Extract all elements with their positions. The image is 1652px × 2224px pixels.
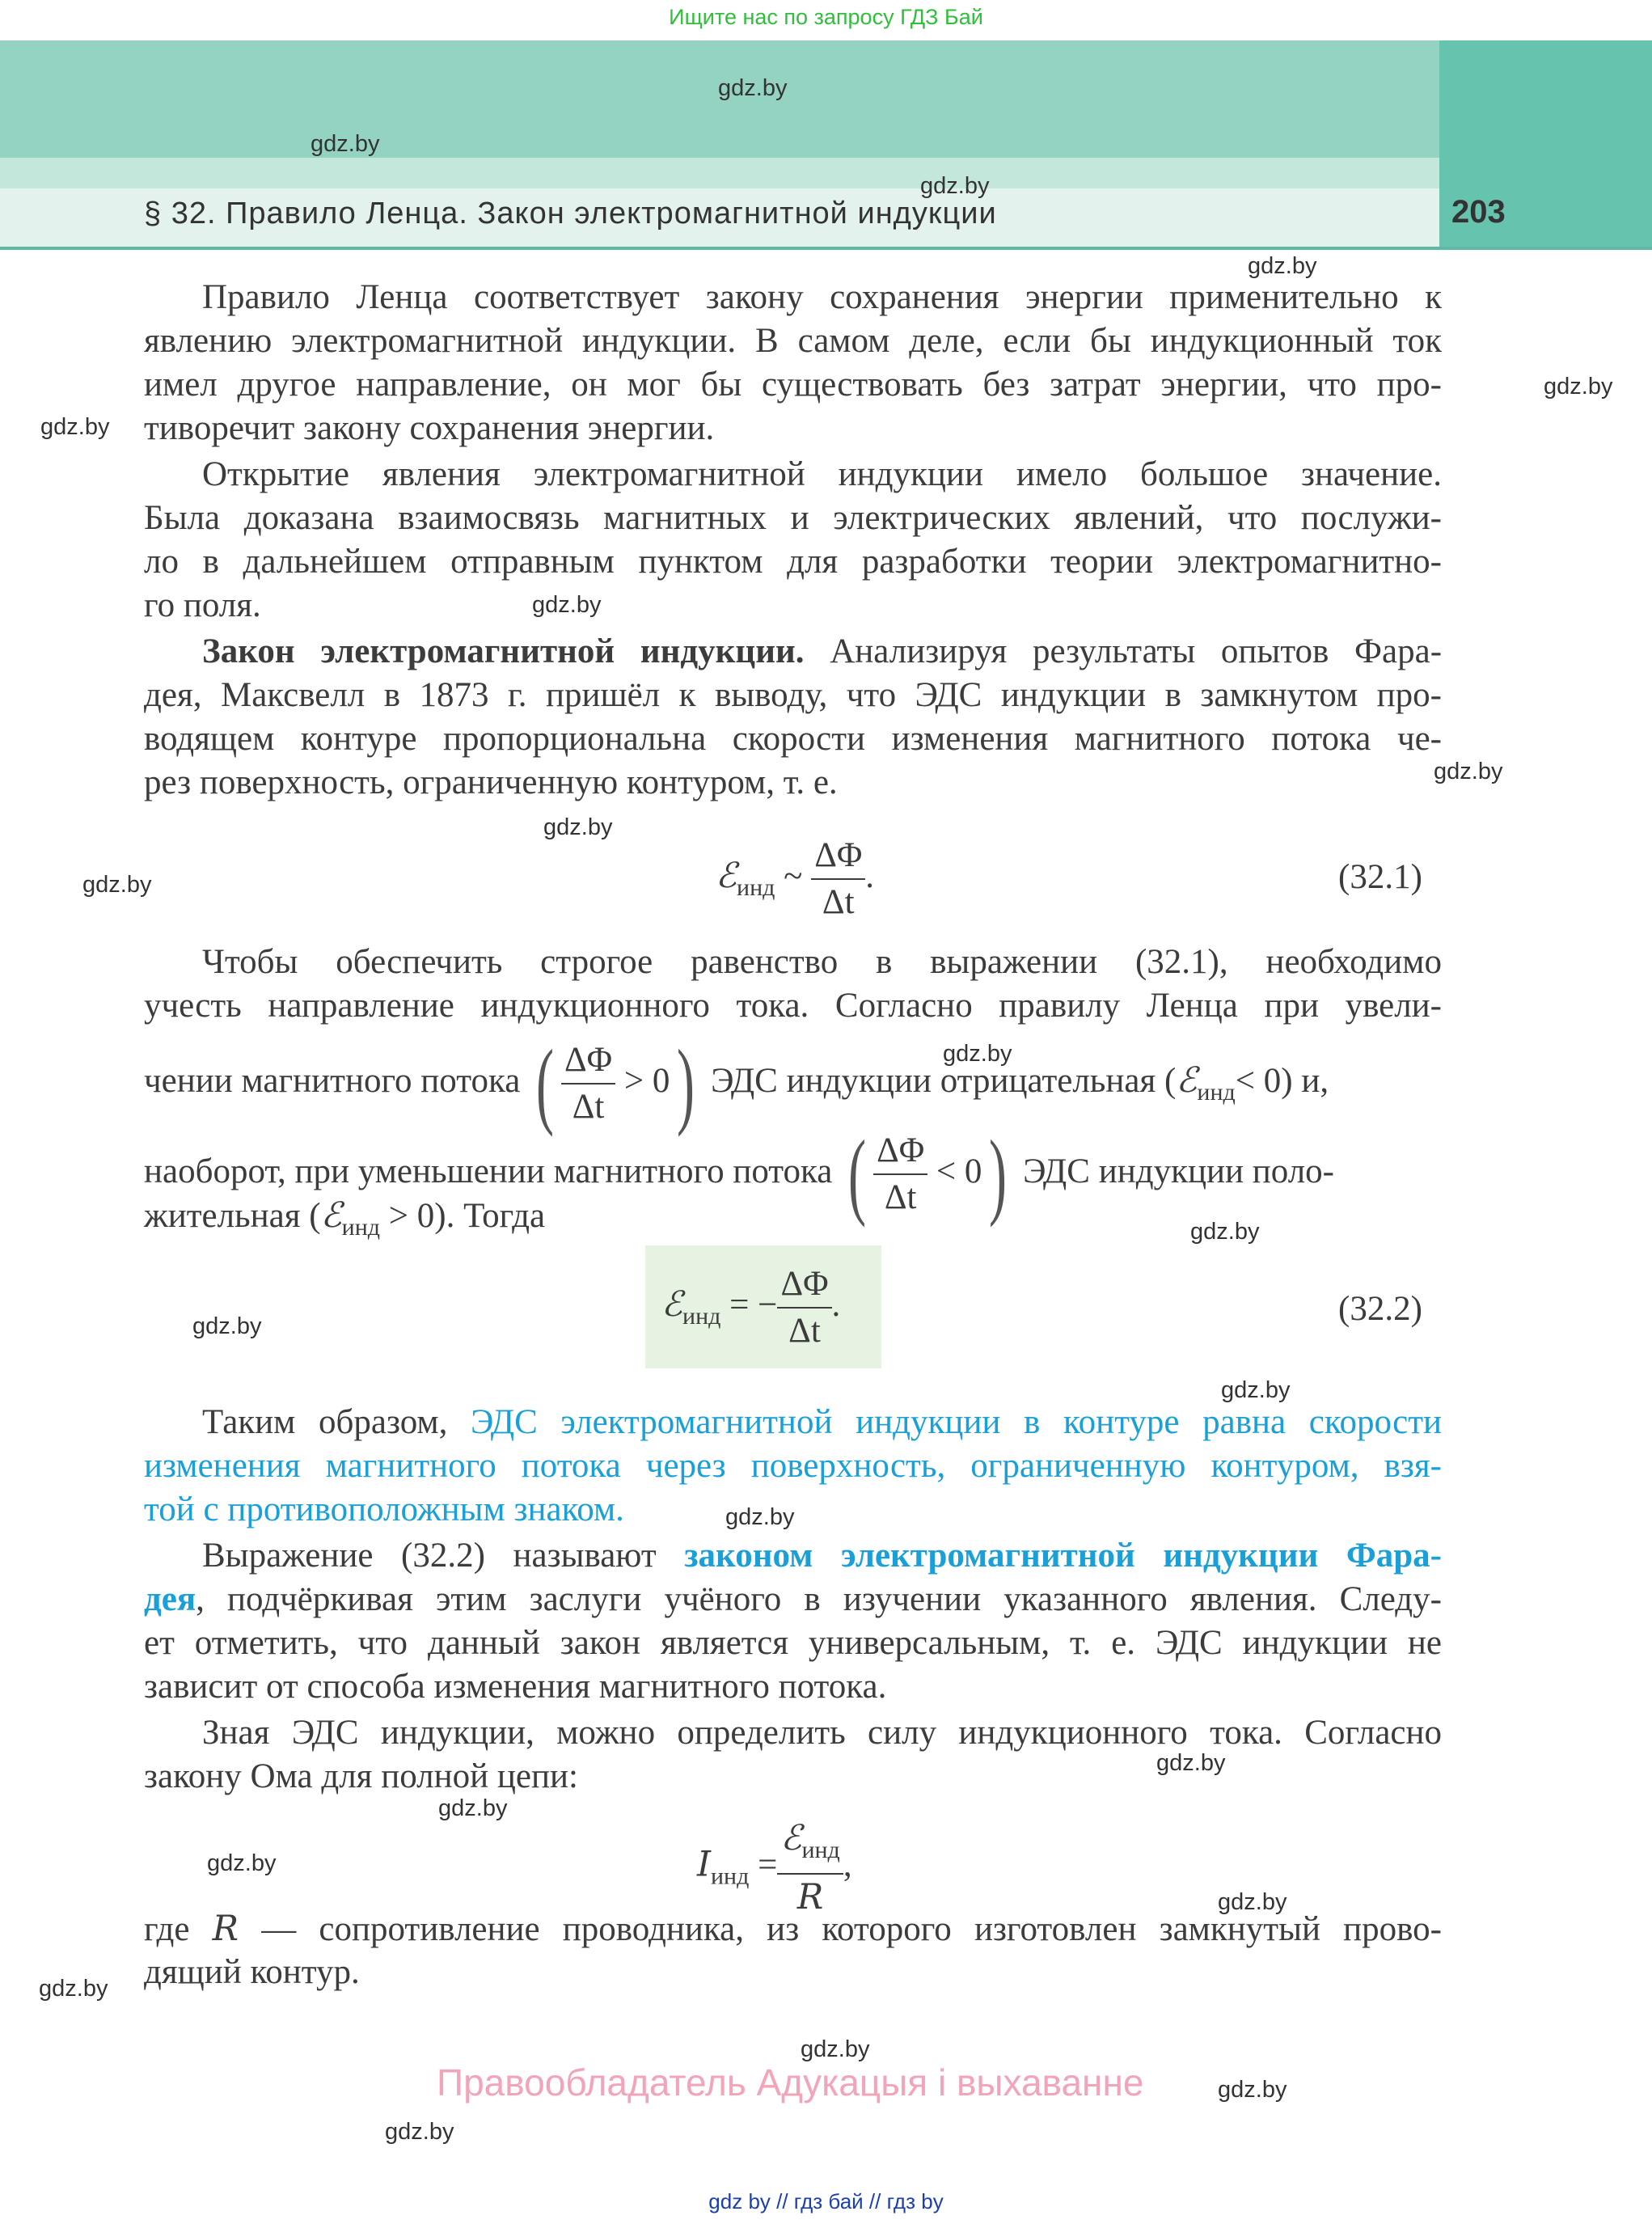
- fraction: [811, 833, 865, 925]
- watermark: gdz.by: [438, 1795, 508, 1821]
- text-fragment: Анализируя результаты опытов Фара-: [830, 632, 1443, 670]
- variable: R: [212, 1909, 239, 1949]
- denominator: Δt: [788, 1312, 821, 1350]
- copyright-notice: Правообладатель Адукацыя і выхаванне: [437, 2061, 1144, 2103]
- punctuation: .: [865, 856, 875, 895]
- text-line: [144, 1578, 1442, 1621]
- text-line: Чтобы обеспечить строгое равенство в выражении (32.1), необходимо: [202, 943, 1442, 981]
- numerator: [777, 1816, 843, 1875]
- watermark: gdz.by: [801, 2036, 870, 2062]
- fraction: [777, 1816, 843, 1920]
- formula-32-2: [661, 1262, 840, 1354]
- emf-symbol: ℰ: [661, 1283, 683, 1325]
- text-line: явлению электромагнитной индукции. В самом деле, если бы индукционный ток: [144, 322, 1442, 360]
- current-symbol: I: [697, 1844, 711, 1885]
- operator: = −: [729, 1285, 778, 1324]
- section-title: § 32. Правило Ленца. Закон электромагнитной индукции: [144, 197, 997, 230]
- watermark: gdz.by: [920, 173, 990, 199]
- text-line: Открытие явления электромагнитной индукции имело большое значение.: [202, 455, 1442, 493]
- equation-number: (32.2): [1338, 1290, 1422, 1328]
- paren-close: ): [677, 1030, 695, 1137]
- text-line: [144, 1195, 545, 1241]
- text-line: Была доказана взаимосвязь магнитных и электрических явлений, что послужи-: [144, 499, 1442, 537]
- paren-open: (: [536, 1030, 555, 1137]
- denominator: Δt: [884, 1178, 917, 1216]
- formula-32-1: [716, 833, 874, 925]
- text-fragment: ЭДС индукции поло-: [1023, 1152, 1334, 1190]
- text-line: зависит от способа изменения магнитного потока.: [144, 1668, 887, 1706]
- text-line: [202, 630, 1442, 674]
- text-fragment: > 0). Тогда: [388, 1197, 546, 1235]
- numerator: ΔΦ: [561, 1038, 615, 1085]
- operator: ~: [784, 856, 803, 895]
- text-line: водящем контуре пропорциональна скорости изменения магнитного потока че-: [144, 720, 1442, 758]
- watermark: gdz.by: [943, 1041, 1012, 1067]
- text-fragment: где: [144, 1910, 190, 1948]
- emf-symbol: ℰ: [780, 1818, 802, 1858]
- header-band: [0, 158, 1439, 188]
- text-line: учесть направление индукционного тока. Согласно правилу Ленца при увели-: [144, 987, 1442, 1025]
- condition: > 0: [623, 1061, 670, 1100]
- fraction: [561, 1038, 615, 1130]
- punctuation: ,: [843, 1846, 852, 1884]
- text-line: [144, 1030, 1442, 1137]
- paren-close: ): [989, 1120, 1008, 1228]
- text-line: закону Ома для полной цепи:: [144, 1757, 578, 1795]
- subscript: инд: [341, 1214, 381, 1241]
- page-number: 203: [1451, 194, 1506, 230]
- subscript: инд: [1197, 1078, 1236, 1106]
- text-fragment: жительная (: [144, 1197, 321, 1235]
- text-line: [202, 1534, 1442, 1578]
- watermark: gdz.by: [1221, 1377, 1291, 1403]
- text-fragment: чении магнитного потока: [144, 1061, 521, 1100]
- text-fragment: Таким образом,: [202, 1403, 448, 1441]
- fraction: [777, 1262, 831, 1354]
- watermark: gdz.by: [532, 592, 602, 618]
- condition: < 0: [936, 1152, 982, 1190]
- text-line: ет отметить, что данный закон является универсальным, т. е. ЭДС индукции не: [144, 1624, 1442, 1662]
- search-hint: Ищите нас по запросу ГДЗ Бай: [669, 5, 983, 29]
- watermark: gdz.by: [207, 1850, 277, 1876]
- text-line: ло в дальнейшем отправным пунктом для разработки теории электромагнитно-: [144, 543, 1442, 581]
- watermark: gdz.by: [1156, 1750, 1226, 1776]
- subscript: инд: [737, 873, 775, 901]
- watermark: gdz.by: [385, 2119, 454, 2145]
- text-line: [202, 1401, 1442, 1444]
- watermark: gdz.by: [1218, 2077, 1287, 2103]
- denominator: R: [796, 1877, 824, 1917]
- watermark: gdz.by: [39, 1976, 108, 2002]
- text-fragment: — сопротивление проводника, из которого изготовлен замкнутый прово-: [261, 1910, 1442, 1948]
- watermark: gdz.by: [1544, 374, 1613, 400]
- emf-symbol: ℰ: [320, 1195, 342, 1236]
- paren-open: (: [848, 1120, 867, 1228]
- watermark: gdz.by: [543, 814, 613, 840]
- text-fragment: наоборот, при уменьшении магнитного потока: [144, 1152, 833, 1190]
- punctuation: .: [831, 1285, 841, 1324]
- text-line: дея, Максвелл в 1873 г. пришёл к выводу, что ЭДС индукции в замкнутом про-: [144, 676, 1442, 714]
- subscript: инд: [801, 1837, 840, 1863]
- text-line: рез поверхность, ограниченную контуром, т. е.: [144, 763, 838, 801]
- footer-links[interactable]: gdz by // гдз бай // гдз by: [708, 2189, 944, 2213]
- definition-text: той с противоположным знаком.: [144, 1490, 624, 1528]
- law-term: дея: [144, 1580, 196, 1618]
- subscript: инд: [711, 1862, 750, 1890]
- numerator: ΔΦ: [777, 1262, 831, 1309]
- text-fragment: Выражение (32.2) называют: [202, 1537, 657, 1575]
- text-line: Правило Ленца соответствует закону сохранения энергии применительно к: [202, 278, 1442, 316]
- watermark: gdz.by: [311, 131, 380, 157]
- watermark: gdz.by: [192, 1313, 262, 1339]
- text-line: тиворечит закону сохранения энергии.: [144, 409, 715, 447]
- emf-symbol: ℰ: [716, 855, 737, 896]
- text-line: дящий контур.: [144, 1953, 360, 1991]
- text-fragment: < 0) и,: [1235, 1061, 1329, 1100]
- watermark: gdz.by: [40, 414, 110, 440]
- law-term: законом электромагнитной индукции Фара-: [684, 1537, 1442, 1575]
- subscript: инд: [682, 1302, 721, 1330]
- text-fragment: ЭДС индукции отрицательная (: [711, 1061, 1177, 1100]
- text-line: го поля.: [144, 586, 261, 624]
- equation-number: (32.1): [1338, 858, 1422, 896]
- numerator: ΔΦ: [811, 833, 865, 880]
- denominator: Δt: [572, 1088, 605, 1126]
- formula-ohm: [697, 1816, 852, 1920]
- watermark: gdz.by: [82, 872, 152, 898]
- text-line: Зная ЭДС индукции, можно определить силу индукционного тока. Согласно: [202, 1714, 1442, 1752]
- operator: =: [758, 1846, 778, 1884]
- watermark: gdz.by: [1218, 1889, 1287, 1915]
- text-fragment: , подчёркивая этим заслуги учёного в изучении указанного явления. Следу-: [196, 1580, 1442, 1618]
- definition-text: изменения магнитного потока через поверхность, ограниченную контуром, взя-: [144, 1447, 1442, 1485]
- denominator: Δt: [822, 883, 855, 921]
- watermark: gdz.by: [1434, 759, 1503, 784]
- watermark: gdz.by: [725, 1504, 795, 1530]
- emf-symbol: ℰ: [1176, 1059, 1198, 1101]
- watermark: gdz.by: [1248, 253, 1317, 279]
- numerator: ΔΦ: [873, 1128, 927, 1175]
- definition-text: ЭДС электромагнитной индукции в контуре равна скорости: [471, 1403, 1443, 1441]
- fraction: [873, 1128, 927, 1220]
- term-law: Закон электромагнитной индукции.: [202, 632, 805, 670]
- header-divider: [0, 247, 1652, 250]
- watermark: gdz.by: [1190, 1219, 1260, 1245]
- text-line: имел другое направление, он мог бы существовать без затрат энергии, что про-: [144, 366, 1442, 404]
- watermark: gdz.by: [718, 75, 788, 101]
